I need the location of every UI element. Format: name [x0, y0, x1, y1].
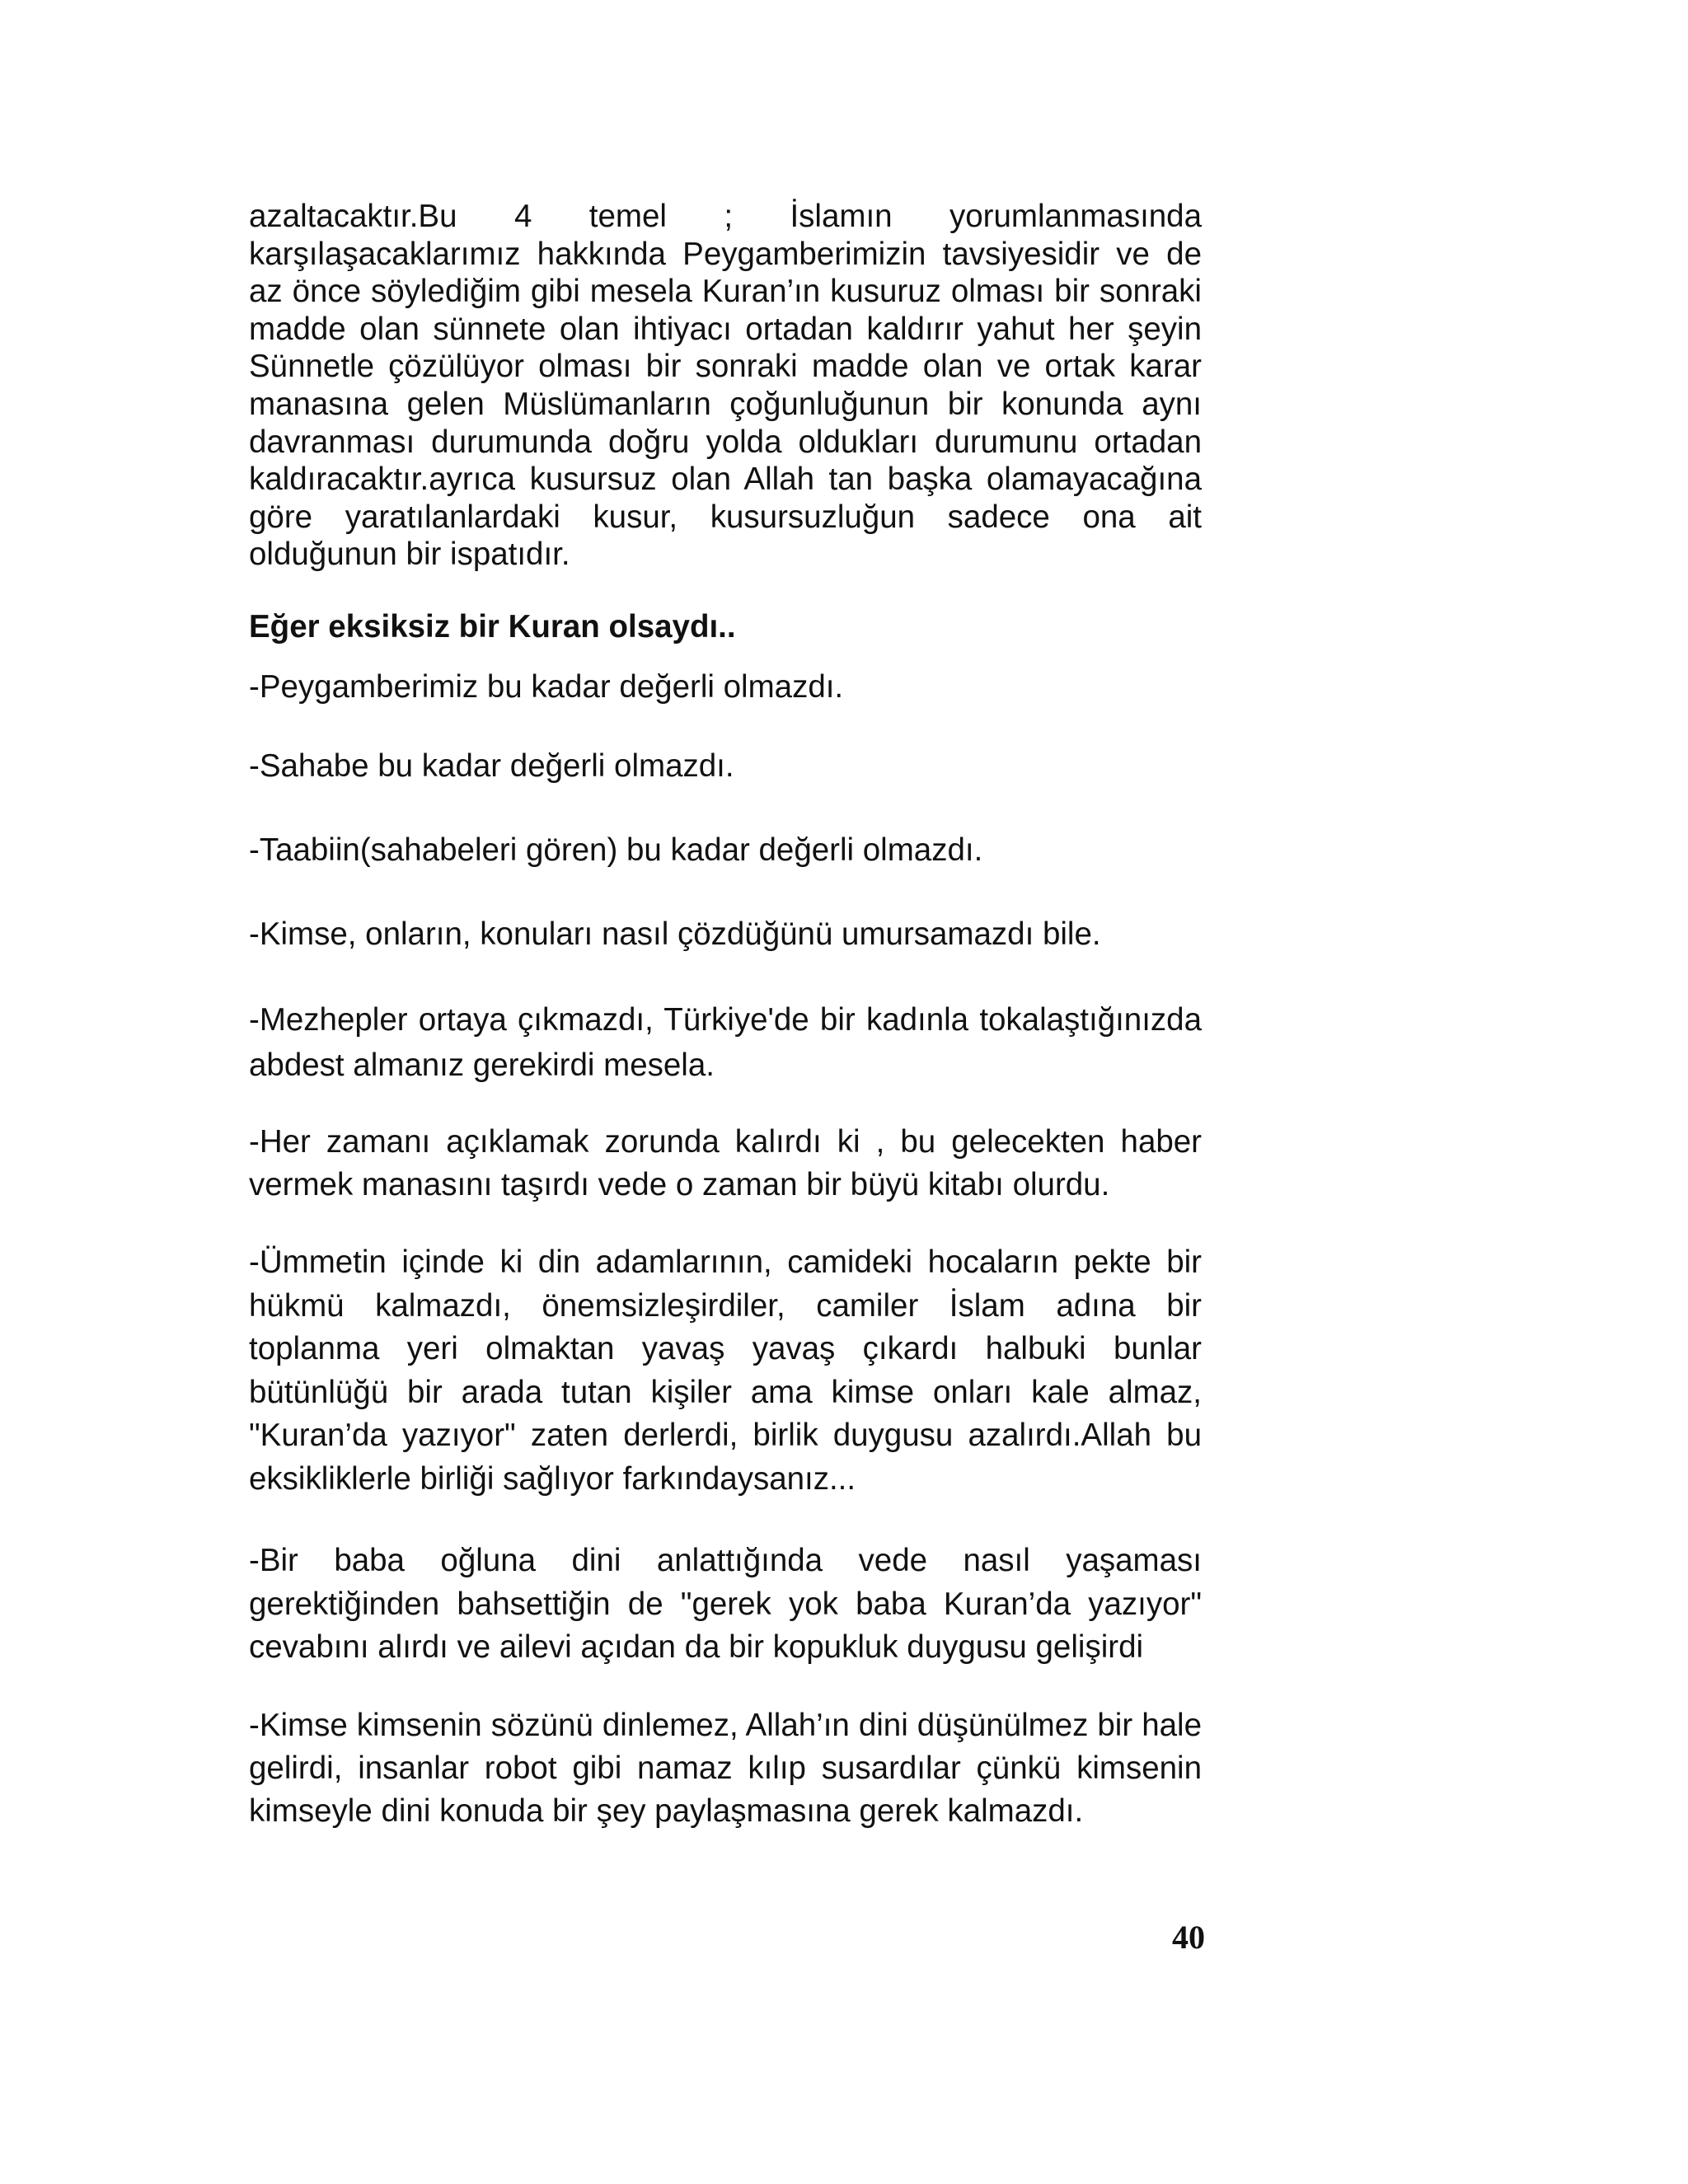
list-item: -Mezhepler ortaya çıkmazdı, Türkiye'de bir kadınla tokalaştığınızda abdest almanız gerekirdi mesela. — [249, 1002, 1202, 1083]
section-heading: Eğer eksiksiz bir Kuran olsaydı.. — [249, 609, 736, 644]
page-number: 40 — [1172, 1919, 1205, 1956]
list-item: -Bir baba oğluna dini anlattığında vede nasıl yaşaması gerektiğinden bahsettiğin de "gerek yok baba Kuran’da yazıyor" cevabını alırdı ve ailevi açıdan da bir kopukluk duygusu gelişirdi — [249, 1543, 1202, 1665]
list-item: -Sahabe bu kadar değerli olmazdı. — [249, 748, 734, 784]
list-item: -Kimse, onların, konuları nasıl çözdüğünü umursamazdı bile. — [249, 916, 1101, 952]
intro-paragraph: azaltacaktır.Bu 4 temel ; İslamın yorumlanmasında karşılaşacaklarımız hakkında Peygamberimizin tavsiyesidir ve de az önce söylediğim gibi mesela Kuran’ın kusuruz olması bir sonraki madde olan sünnete olan ihtiyacı ortadan kaldırır yahut her şeyin Sünnetle çözülüyor olması bir sonraki madde olan ve ortak karar manasına gelen Müslümanların çoğunluğunun bir konunda aynı davranması durumunda doğru yolda oldukları durumunu ortadan kaldıracaktır.ayrıca kusursuz olan Allah tan başka olamayacağına göre yaratılanlardaki kusur, kusursuzluğun sadece ona ait olduğunun bir ispatıdır. — [249, 199, 1202, 573]
list-item: -Ümmetin içinde ki din adamlarının, camideki hocaların pekte bir hükmü kalmazdı, önemsizleşirdiler, camiler İslam adına bir toplanma yeri olmaktan yavaş yavaş çıkardı halbuki bunlar bütünlüğü bir arada tutan kişiler ama kimse onları kale almaz, "Kuran’da yazıyor" zaten derlerdi, birlik duygusu azalırdı.Allah bu eksikliklerle birliği sağlıyor farkındaysanız... — [249, 1244, 1202, 1497]
list-item: -Her zamanı açıklamak zorunda kalırdı ki , bu gelecekten haber vermek manasını taşırdı vede o zaman bir büyü kitabı olurdu. — [249, 1124, 1202, 1202]
list-item: -Kimse kimsenin sözünü dinlemez, Allah’ın dini düşünülmez bir hale gelirdi, insanlar robot gibi namaz kılıp susardılar çünkü kimsenin kimseyle dini konuda bir şey paylaşmasına gerek kalmazdı. — [249, 1708, 1202, 1829]
list-item: -Peygamberimiz bu kadar değerli olmazdı. — [249, 669, 844, 705]
list-item: -Taabiin(sahabeleri gören) bu kadar değerli olmazdı. — [249, 832, 983, 868]
